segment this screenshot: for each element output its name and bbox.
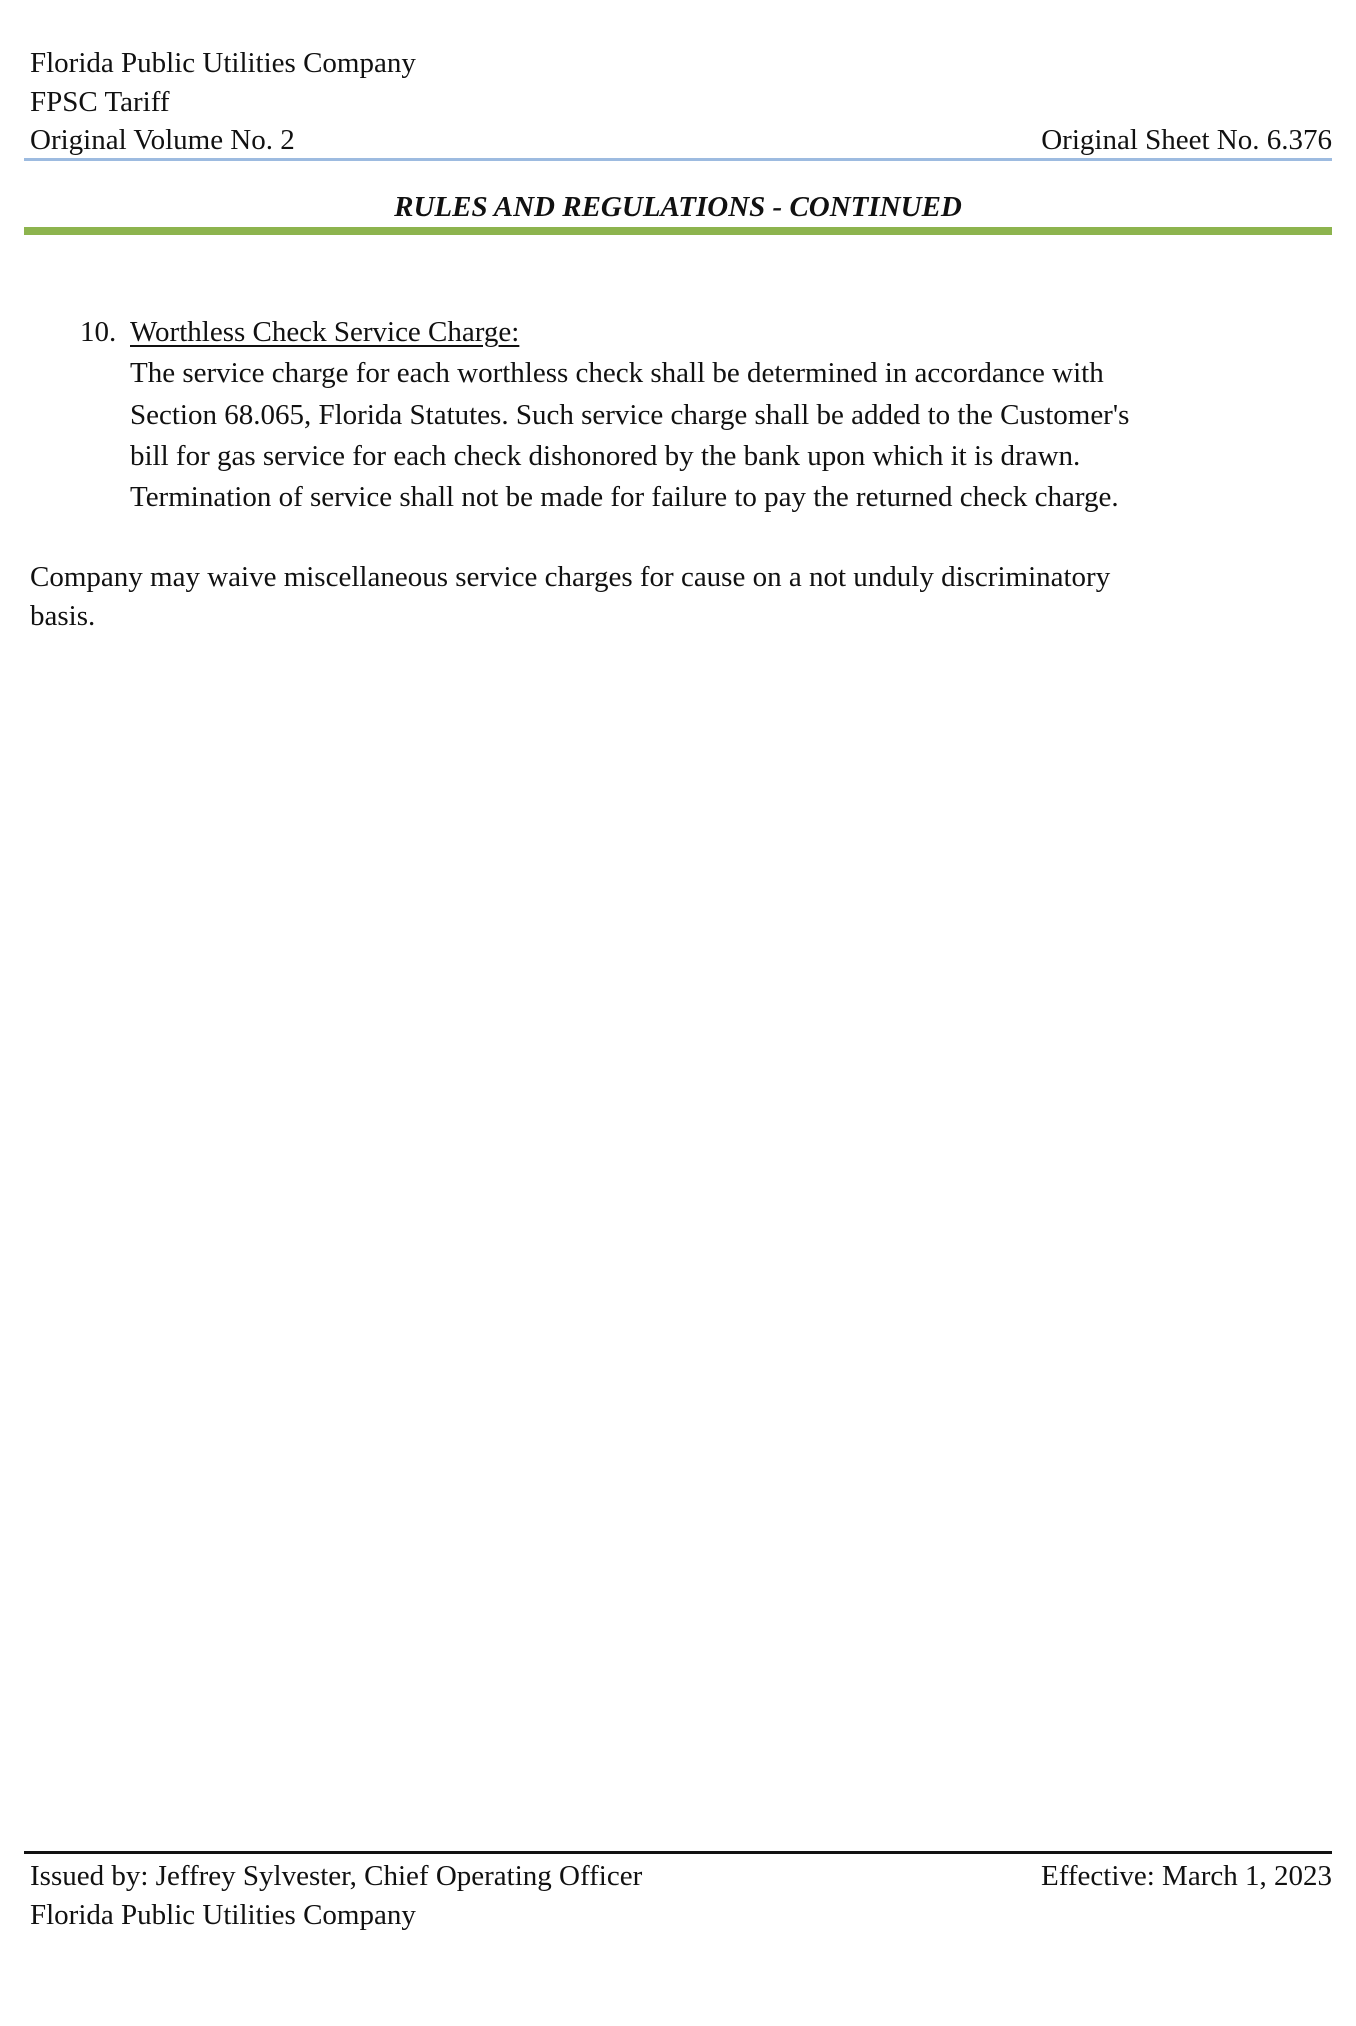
header-sheet-number: Original Sheet No. 6.376 xyxy=(1041,124,1332,156)
header-tariff: FPSC Tariff xyxy=(30,86,170,118)
header-divider xyxy=(24,158,1332,161)
item-heading: Worthless Check Service Charge: xyxy=(130,316,520,348)
item-text-line: The service charge for each worthless check shall be determined in accordance with xyxy=(130,357,1104,389)
waiver-text-line: Company may waive miscellaneous service charges for cause on a not unduly discriminatory xyxy=(30,561,1111,593)
item-text-line: Section 68.065, Florida Statutes. Such service charge shall be added to the Customer's xyxy=(130,399,1130,431)
section-title: RULES AND REGULATIONS - CONTINUED xyxy=(394,191,962,223)
item-number: 10. xyxy=(80,316,117,348)
header-volume: Original Volume No. 2 xyxy=(30,124,295,156)
footer-effective-date: Effective: March 1, 2023 xyxy=(1041,1860,1332,1892)
footer-divider xyxy=(24,1851,1332,1854)
footer-issued-by: Issued by: Jeffrey Sylvester, Chief Operating Officer xyxy=(30,1860,643,1892)
header-company: Florida Public Utilities Company xyxy=(30,47,416,79)
waiver-text-line: basis. xyxy=(30,600,96,632)
title-divider xyxy=(24,227,1332,235)
item-text-line: Termination of service shall not be made for failure to pay the returned check charge. xyxy=(130,481,1119,513)
item-text-line: bill for gas service for each check dishonored by the bank upon which it is drawn. xyxy=(130,440,1081,472)
footer-company: Florida Public Utilities Company xyxy=(30,1899,416,1931)
